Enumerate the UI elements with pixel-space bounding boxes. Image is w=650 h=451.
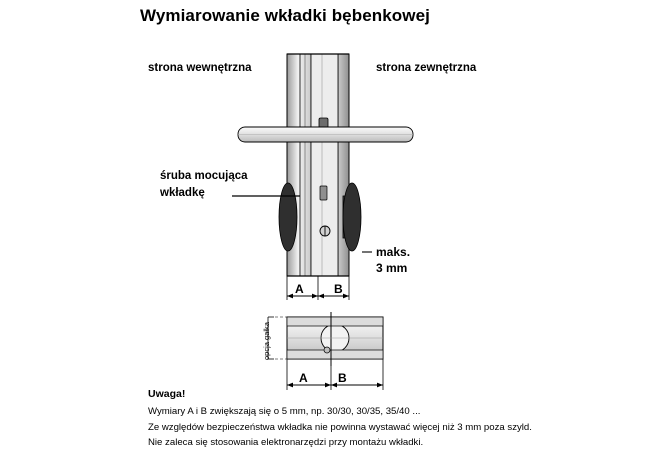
note-line-3: Nie zaleca się stosowania elektronarzędzi przy montażu wkładki.	[148, 437, 424, 449]
note-block	[148, 386, 618, 451]
label-inner-side: strona wewnętrzna	[148, 62, 252, 74]
note-heading: Uwaga!	[148, 388, 186, 400]
label-max-line2: 3 mm	[376, 261, 408, 276]
label-mounting-screw-line2: wkładkę	[160, 186, 205, 199]
note-line-2: Ze względów bezpieczeństwa wkładka nie powinna wystawać więcej niż 3 mm poza szyld.	[148, 421, 532, 433]
label-outer-side: strona zewnętrzna	[376, 62, 477, 74]
dimension-a-bottom: A	[299, 371, 308, 385]
dimension-b-top: B	[334, 282, 343, 296]
label-max-line1: maks.	[376, 245, 411, 259]
page-title: Wymiarowanie wkładki bębenkowej	[140, 6, 430, 25]
note-line-1: Wymiary A i B zwiększają się o 5 mm, np. 30/30, 30/35, 35/40 ...	[148, 406, 421, 417]
label-option-knob: opcja gałka	[262, 322, 271, 360]
label-mounting-screw-line1: śruba mocująca	[160, 170, 248, 182]
label-mounting-screw	[160, 168, 280, 201]
cylinder-front-view	[238, 54, 413, 276]
dimension-b-bottom: B	[338, 371, 347, 385]
cylinder-side-view	[287, 312, 383, 366]
label-max-protrusion	[376, 244, 410, 276]
dimension-a-top: A	[295, 282, 304, 296]
